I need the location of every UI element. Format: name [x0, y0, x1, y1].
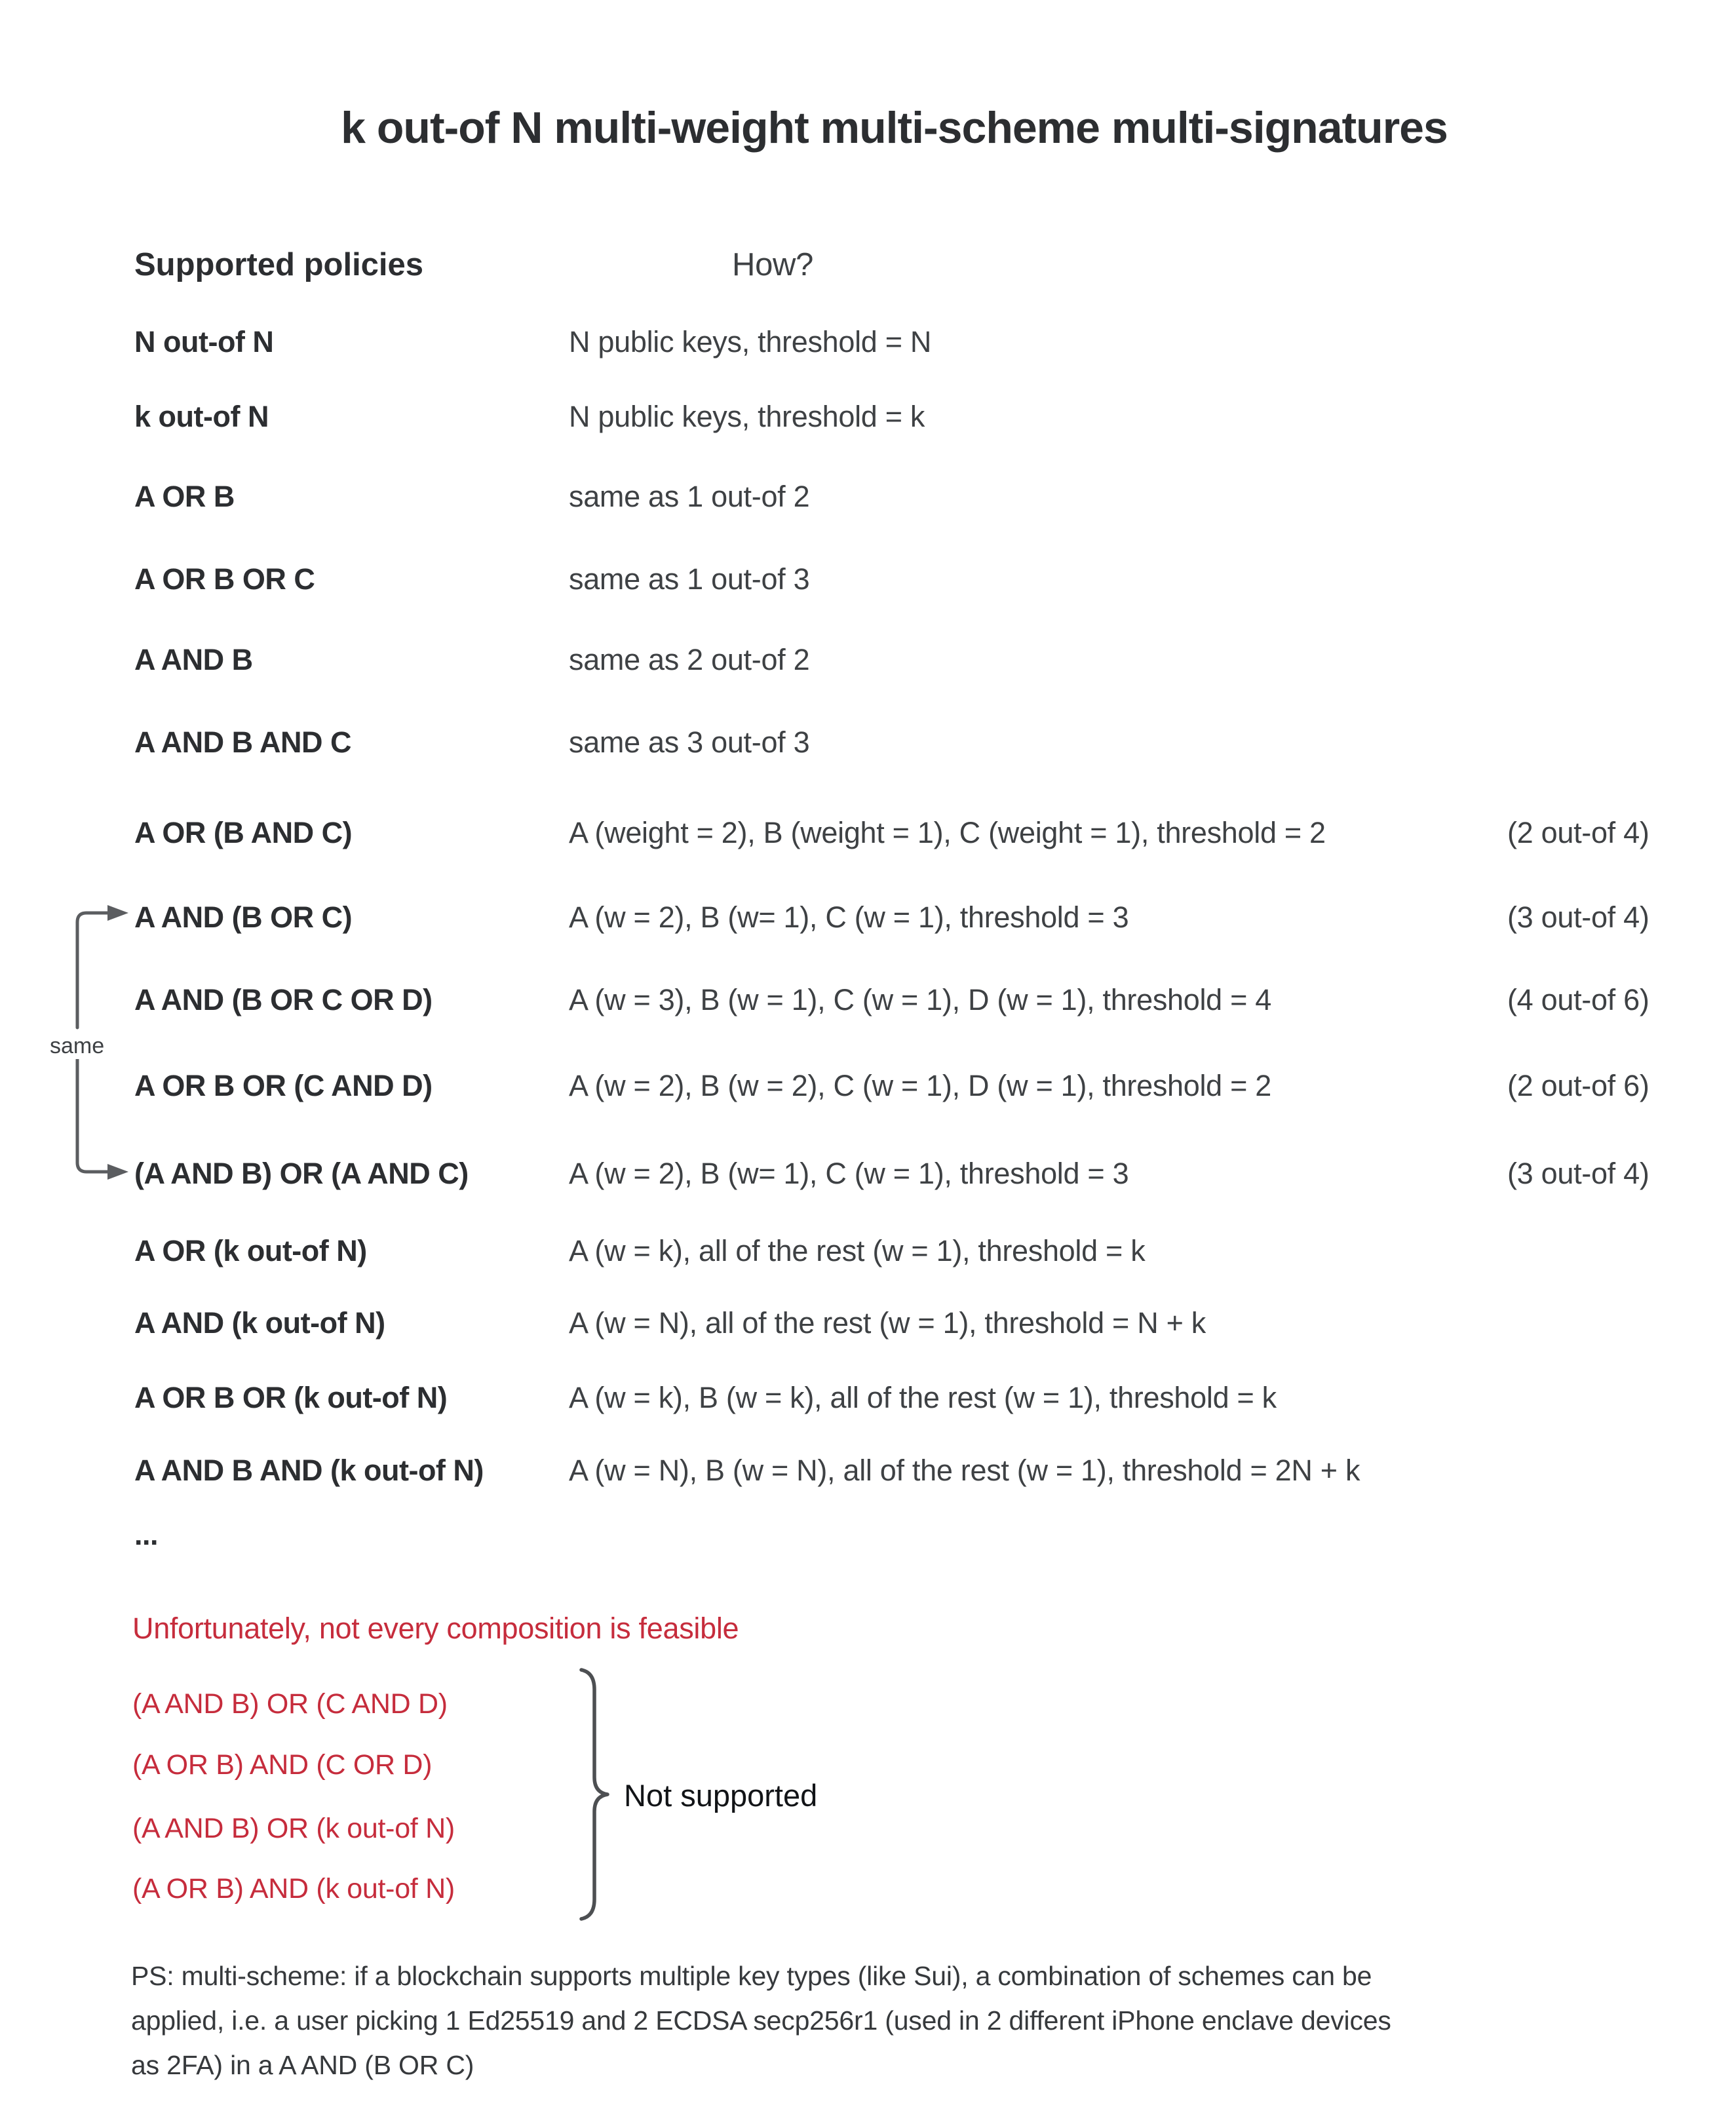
how-cell: A (w = N), all of the rest (w = 1), threshold = N + k — [569, 1306, 1206, 1340]
how-cell: A (w = 2), B (w= 1), C (w = 1), threshold = 3 — [569, 900, 1129, 934]
table-row — [0, 323, 1736, 361]
policy-cell: A OR (k out-of N) — [134, 1234, 367, 1267]
policy-cell: A AND (B OR C OR D) — [134, 983, 433, 1016]
note-cell: (3 out-of 4) — [1507, 900, 1649, 934]
not-supported-label: Not supported — [624, 1778, 818, 1813]
bracket-line-bottom — [77, 1057, 109, 1172]
infeasible-item: (A AND B) OR (C AND D) — [132, 1688, 448, 1720]
policy-cell: A OR B — [134, 480, 235, 513]
bracket-line-top — [77, 913, 109, 1028]
policy-cell: A AND B AND (k out-of N) — [134, 1454, 484, 1487]
note-cell: (2 out-of 6) — [1507, 1069, 1649, 1102]
policy-cell: A AND (k out-of N) — [134, 1306, 385, 1340]
policy-cell: A OR B OR (C AND D) — [134, 1069, 433, 1102]
table-row — [0, 398, 1736, 436]
ps-note — [131, 1954, 1619, 2087]
table-row — [0, 899, 1736, 937]
how-cell: A (w = 2), B (w = 2), C (w = 1), D (w = 1), threshold = 2 — [569, 1069, 1272, 1102]
policy-cell: A OR B OR (k out-of N) — [134, 1381, 448, 1414]
arrow-right-icon — [107, 905, 128, 921]
how-cell: A (w = N), B (w = N), all of the rest (w = 1), threshold = 2N + k — [569, 1454, 1360, 1487]
same-label: same — [50, 1034, 105, 1058]
infeasible-heading: Unfortunately, not every composition is feasible — [132, 1612, 739, 1645]
ps-line: PS: multi-scheme: if a blockchain supports multiple key types (like Sui), a combination of schemes can be — [131, 1961, 1372, 1991]
how-cell: same as 1 out-of 2 — [569, 480, 810, 513]
table-row — [0, 724, 1736, 762]
table-row — [0, 814, 1736, 852]
arrow-right-icon — [107, 1164, 128, 1180]
table-row — [0, 981, 1736, 1019]
policy-cell: N out-of N — [134, 325, 274, 358]
how-cell: A (w = 2), B (w= 1), C (w = 1), threshold = 3 — [569, 1157, 1129, 1190]
how-cell: A (weight = 2), B (weight = 1), C (weight = 1), threshold = 2 — [569, 816, 1326, 849]
how-cell: A (w = k), all of the rest (w = 1), threshold = k — [569, 1234, 1146, 1267]
table-row — [0, 560, 1736, 598]
note-cell: (4 out-of 6) — [1507, 983, 1649, 1016]
infeasible-item: (A OR B) AND (C OR D) — [132, 1749, 433, 1781]
ellipsis: ... — [134, 1518, 159, 1551]
table-row — [0, 1067, 1736, 1105]
infeasible-item: (A OR B) AND (k out-of N) — [132, 1873, 455, 1904]
column-header-supported-policies: Supported policies — [134, 247, 424, 282]
how-cell: same as 3 out-of 3 — [569, 725, 810, 759]
how-cell: A (w = 3), B (w = 1), C (w = 1), D (w = 1), threshold = 4 — [569, 983, 1272, 1016]
policy-cell: (A AND B) OR (A AND C) — [134, 1157, 469, 1190]
policy-cell: k out-of N — [134, 400, 269, 433]
curly-brace-icon — [579, 1667, 612, 1926]
table-row — [0, 1304, 1736, 1342]
table-row — [0, 1155, 1736, 1193]
table-row — [0, 1452, 1736, 1490]
how-cell: N public keys, threshold = N — [569, 325, 932, 358]
policy-cell: A OR B OR C — [134, 562, 315, 596]
table-row — [0, 478, 1736, 516]
policy-cell: A AND (B OR C) — [134, 900, 353, 934]
how-cell: same as 1 out-of 3 — [569, 562, 810, 596]
note-cell: (3 out-of 4) — [1507, 1157, 1649, 1190]
policy-cell: A OR (B AND C) — [134, 816, 353, 849]
how-cell: same as 2 out-of 2 — [569, 643, 810, 676]
ps-line: applied, i.e. a user picking 1 Ed25519 and 2 ECDSA secp256r1 (used in 2 different iPhone enclave devices — [131, 2005, 1391, 2036]
how-cell: N public keys, threshold = k — [569, 400, 925, 433]
policy-cell: A AND B AND C — [134, 725, 351, 759]
note-cell: (2 out-of 4) — [1507, 816, 1649, 849]
how-cell: A (w = k), B (w = k), all of the rest (w = 1), threshold = k — [569, 1381, 1277, 1414]
table-row — [0, 1379, 1736, 1417]
policy-cell: A AND B — [134, 643, 253, 676]
ps-line: as 2FA) in a A AND (B OR C) — [131, 2050, 474, 2080]
table-row — [0, 641, 1736, 679]
table-row — [0, 1232, 1736, 1270]
column-header-how: How? — [732, 247, 814, 282]
table-row-ellipsis — [0, 1516, 1736, 1554]
infeasible-item: (A AND B) OR (k out-of N) — [132, 1813, 455, 1844]
page-title: k out-of N multi-weight multi-scheme multi-signatures — [341, 103, 1448, 153]
